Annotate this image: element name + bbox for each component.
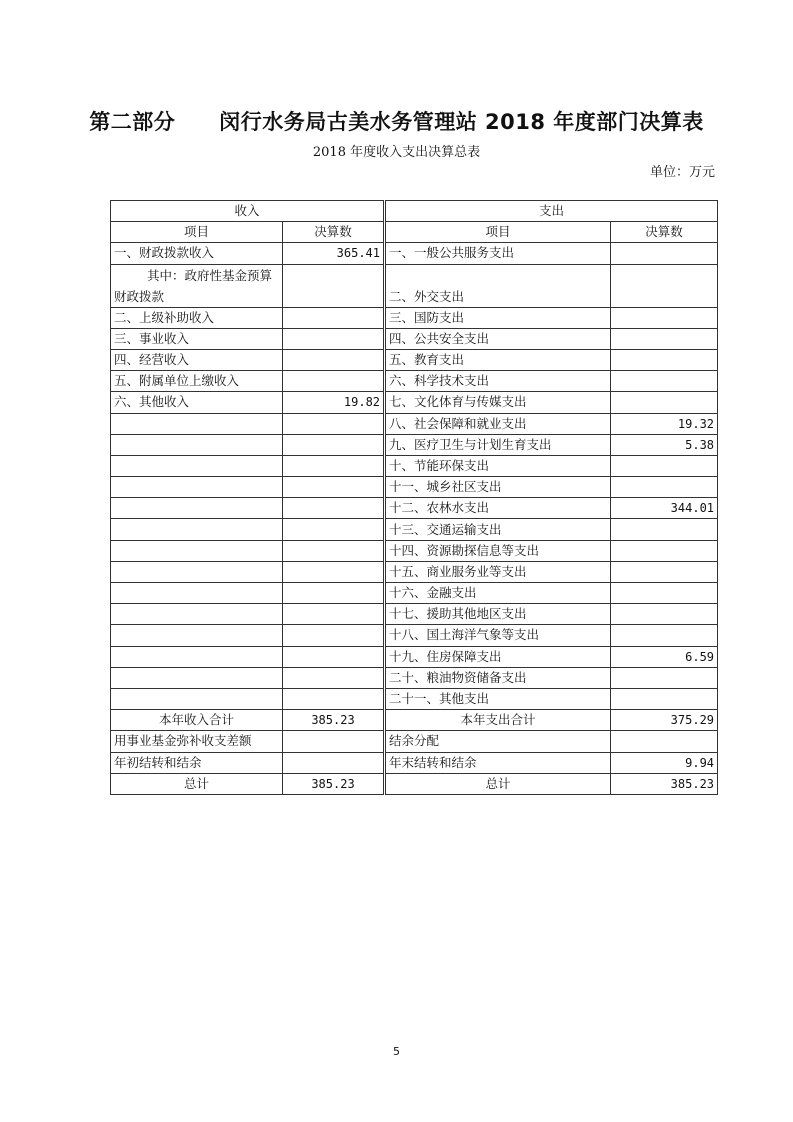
income-item: 五、附属单位上缴收入 (111, 371, 283, 392)
expense-value (611, 540, 718, 561)
table-row (111, 540, 718, 561)
expense-value (611, 455, 718, 476)
table-row (111, 392, 718, 413)
section-header-row (111, 201, 718, 222)
income-value (283, 349, 385, 370)
expense-value (611, 477, 718, 498)
fund-row (111, 731, 718, 752)
expense-value (611, 392, 718, 413)
table-row (111, 498, 718, 519)
grand-expense-label: 总计 (385, 773, 611, 794)
income-value (283, 328, 385, 349)
income-item (111, 583, 283, 604)
expense-item: 十、节能环保支出 (385, 455, 611, 476)
expense-item: 十一、城乡社区支出 (385, 477, 611, 498)
end-balance-value: 9.94 (611, 752, 718, 773)
expense-value (611, 667, 718, 688)
expense-item: 六、科学技术支出 (385, 371, 611, 392)
expense-item: 十二、农林水支出 (385, 498, 611, 519)
expense-value (611, 688, 718, 709)
grand-total-row (111, 773, 718, 794)
carryover-row (111, 752, 718, 773)
income-item (111, 413, 283, 434)
table-row (111, 371, 718, 392)
table-row (111, 477, 718, 498)
income-item: 二、上级补助收入 (111, 307, 283, 328)
income-item (111, 434, 283, 455)
income-item (111, 625, 283, 646)
income-value (283, 561, 385, 582)
column-header-row (111, 222, 718, 243)
table-row (111, 264, 718, 307)
expense-item: 十三、交通运输支出 (385, 519, 611, 540)
expense-item: 十五、商业服务业等支出 (385, 561, 611, 582)
expense-value: 344.01 (611, 498, 718, 519)
income-value (283, 413, 385, 434)
income-value (283, 646, 385, 667)
income-value (283, 688, 385, 709)
expense-item: 七、文化体育与传媒支出 (385, 392, 611, 413)
page-title (0, 106, 793, 136)
fund-label: 用事业基金弥补收支差额 (111, 731, 283, 752)
expense-item: 四、公共安全支出 (385, 328, 611, 349)
income-item (111, 540, 283, 561)
begin-balance-label: 年初结转和结余 (111, 752, 283, 773)
income-item (111, 604, 283, 625)
table-row (111, 519, 718, 540)
income-item (111, 561, 283, 582)
income-item (111, 519, 283, 540)
expense-value (611, 519, 718, 540)
table-row (111, 328, 718, 349)
expense-item: 八、社会保障和就业支出 (385, 413, 611, 434)
expense-value: 5.38 (611, 434, 718, 455)
expense-item: 二、外交支出 (385, 264, 611, 307)
expense-item: 九、医疗卫生与计划生育支出 (385, 434, 611, 455)
expense-total-value: 375.29 (611, 710, 718, 731)
income-item (111, 667, 283, 688)
income-value (283, 625, 385, 646)
expense-amount-header: 决算数 (611, 222, 718, 243)
table-subtitle: 2018 年度收入支出决算总表 (312, 145, 481, 160)
distribution-label: 结余分配 (385, 731, 611, 752)
budget-table (110, 200, 718, 795)
table-row (111, 688, 718, 709)
expense-value (611, 243, 718, 264)
income-value (283, 519, 385, 540)
table-row (111, 413, 718, 434)
table-row (111, 625, 718, 646)
income-value (283, 498, 385, 519)
unit-label: 单位：万元 (649, 165, 715, 180)
income-header: 收入 (111, 201, 385, 222)
income-item (111, 498, 283, 519)
income-item: 一、财政拨款收入 (111, 243, 283, 264)
grand-income-value: 385.23 (283, 773, 385, 794)
table-row (111, 434, 718, 455)
expense-value (611, 328, 718, 349)
expense-item: 十六、金融支出 (385, 583, 611, 604)
annual-total-row (111, 710, 718, 731)
income-item (111, 477, 283, 498)
income-value (283, 307, 385, 328)
expense-value (611, 604, 718, 625)
income-value (283, 455, 385, 476)
income-value (283, 604, 385, 625)
income-item (111, 455, 283, 476)
expense-value (611, 349, 718, 370)
expense-item: 十四、资源勘探信息等支出 (385, 540, 611, 561)
income-value (283, 583, 385, 604)
income-total-label: 本年收入合计 (111, 710, 283, 731)
expense-value (611, 583, 718, 604)
income-value (283, 264, 385, 307)
title-part: 第二部分 (89, 110, 176, 134)
income-value (283, 434, 385, 455)
expense-item: 十七、援助其他地区支出 (385, 604, 611, 625)
income-item (111, 688, 283, 709)
expense-item-header: 项目 (385, 222, 611, 243)
expense-value (611, 371, 718, 392)
expense-value (611, 561, 718, 582)
grand-expense-value: 385.23 (611, 773, 718, 794)
income-value (283, 477, 385, 498)
expense-item: 十八、国土海洋气象等支出 (385, 625, 611, 646)
fund-value (283, 731, 385, 752)
table-row (111, 307, 718, 328)
begin-balance-value (283, 752, 385, 773)
table-row (111, 667, 718, 688)
income-item: 四、经营收入 (111, 349, 283, 370)
table-row (111, 561, 718, 582)
expense-header: 支出 (385, 201, 718, 222)
expense-item: 十九、住房保障支出 (385, 646, 611, 667)
income-item: 其中：政府性基金预算财政拨款 (111, 264, 283, 307)
table-row (111, 646, 718, 667)
page-number: 5 (393, 1045, 400, 1058)
table-row (111, 604, 718, 625)
income-value (283, 371, 385, 392)
distribution-value (611, 731, 718, 752)
income-item (111, 646, 283, 667)
table-row (111, 583, 718, 604)
income-value (283, 667, 385, 688)
expense-item: 五、教育支出 (385, 349, 611, 370)
expense-item: 三、国防支出 (385, 307, 611, 328)
expense-total-label: 本年支出合计 (385, 710, 611, 731)
expense-value: 6.59 (611, 646, 718, 667)
expense-item: 二十一、其他支出 (385, 688, 611, 709)
end-balance-label: 年末结转和结余 (385, 752, 611, 773)
expense-value (611, 625, 718, 646)
income-amount-header: 决算数 (283, 222, 385, 243)
expense-item: 二十、粮油物资储备支出 (385, 667, 611, 688)
expense-item: 一、一般公共服务支出 (385, 243, 611, 264)
expense-value (611, 307, 718, 328)
grand-income-label: 总计 (111, 773, 283, 794)
table-row (111, 455, 718, 476)
income-value (283, 540, 385, 561)
income-value: 19.82 (283, 392, 385, 413)
income-total-value: 385.23 (283, 710, 385, 731)
income-item: 六、其他收入 (111, 392, 283, 413)
income-value: 365.41 (283, 243, 385, 264)
income-item: 三、事业收入 (111, 328, 283, 349)
expense-value: 19.32 (611, 413, 718, 434)
expense-value (611, 264, 718, 307)
title-name: 闵行水务局古美水务管理站 2018 年度部门决算表 (219, 110, 704, 134)
income-item-header: 项目 (111, 222, 283, 243)
table-row (111, 349, 718, 370)
table-row (111, 243, 718, 264)
